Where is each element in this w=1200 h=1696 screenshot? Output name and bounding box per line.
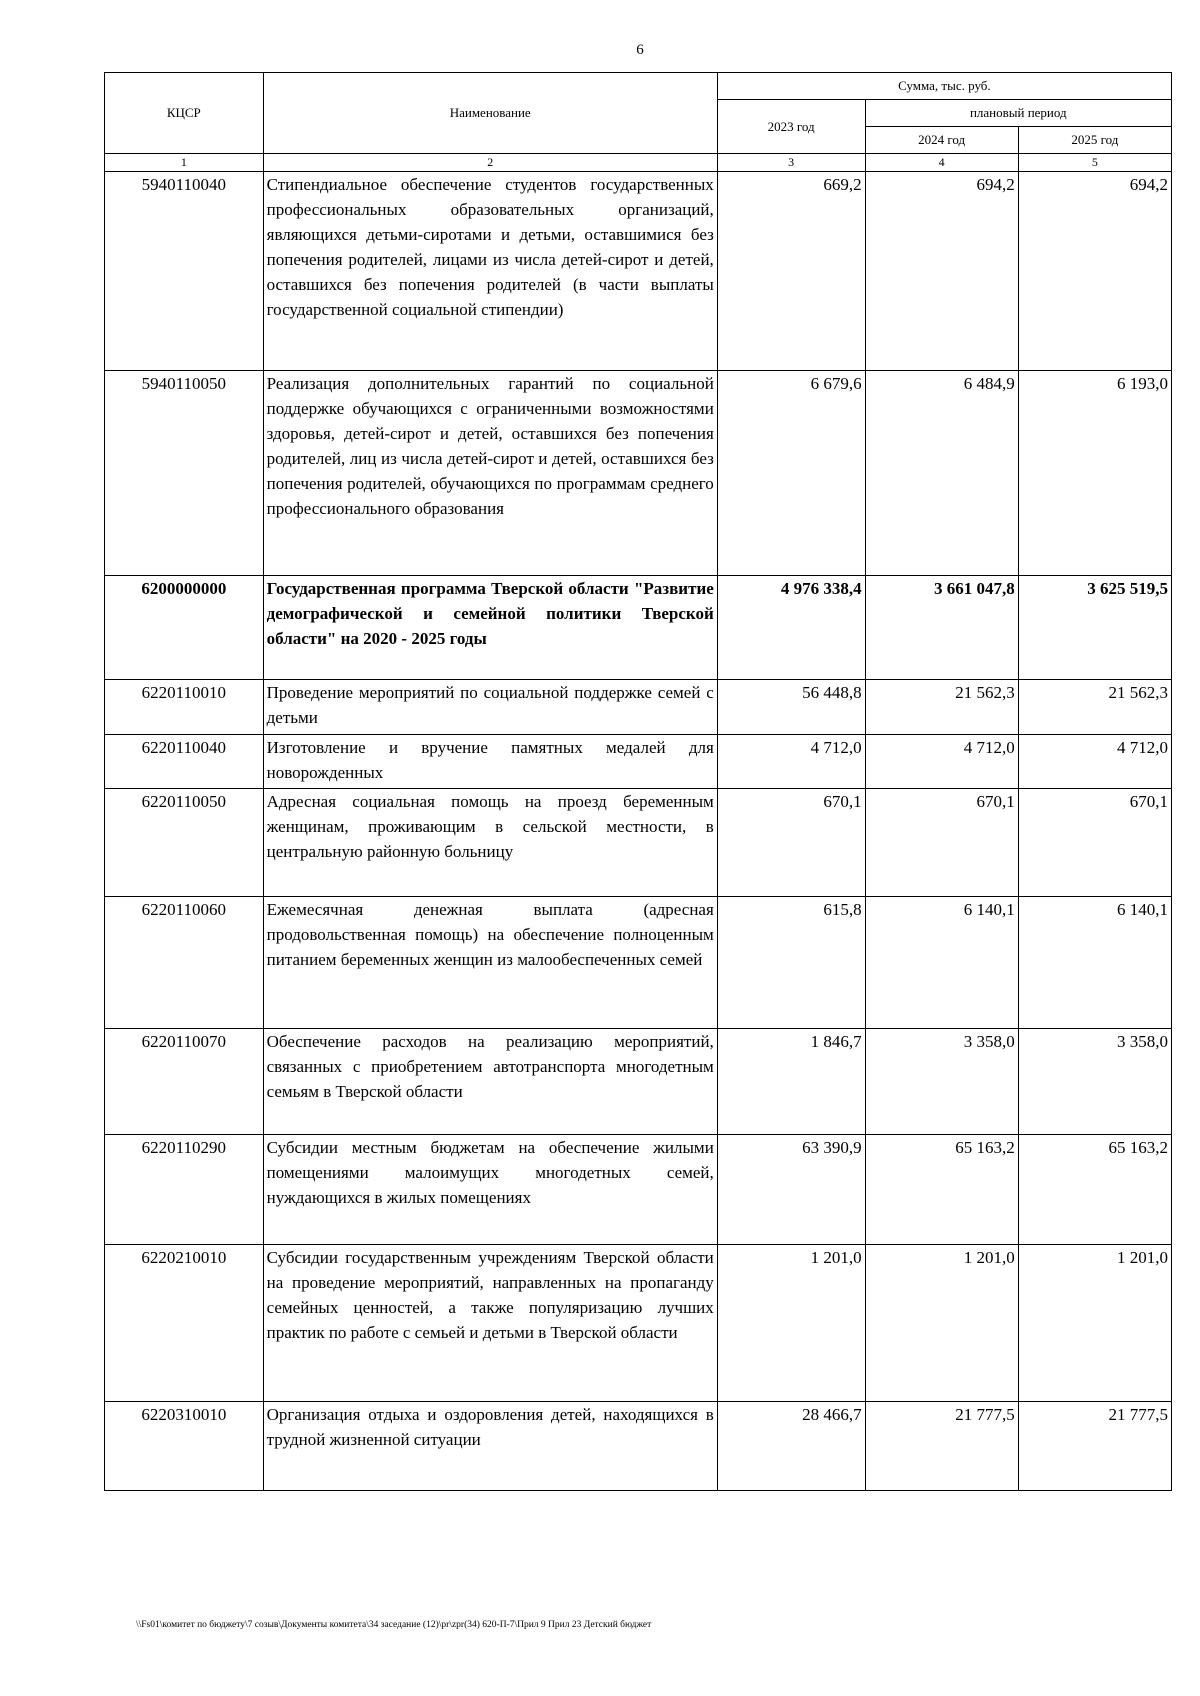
table-row (105, 1029, 1172, 1135)
row-name: Реализация дополнительных гарантий по социальной поддержке обучающихся с ограниченными возможностями здоровья, детей-сирот и детей, оставшихся без попечения родителей, лиц из числа детей-сирот и детей, оставшихся без попечения родителей, обучающихся по программам среднего профессионального образования (263, 371, 717, 576)
row-code: 6220110290 (105, 1135, 264, 1245)
table-row (105, 576, 1172, 680)
row-code: 5940110050 (105, 371, 264, 576)
header-name: Наименование (263, 73, 717, 154)
row-code: 6220110070 (105, 1029, 264, 1135)
row-value-2025: 3 625 519,5 (1018, 576, 1171, 680)
row-value-2023: 670,1 (717, 789, 865, 897)
row-name: Проведение мероприятий по социальной поддержке семей с детьми (263, 680, 717, 735)
row-code: 5940110040 (105, 172, 264, 371)
row-code: 6220110050 (105, 789, 264, 897)
row-value-2023: 1 846,7 (717, 1029, 865, 1135)
table-row (105, 1245, 1172, 1402)
header-sum: Сумма, тыс. руб. (717, 73, 1171, 100)
row-value-2023: 4 712,0 (717, 735, 865, 789)
row-value-2024: 6 484,9 (865, 371, 1018, 576)
row-code: 6220210010 (105, 1245, 264, 1402)
table-row (105, 1135, 1172, 1245)
row-value-2024: 670,1 (865, 789, 1018, 897)
row-value-2024: 3 358,0 (865, 1029, 1018, 1135)
header-year-2024: 2024 год (865, 127, 1018, 154)
row-value-2023: 669,2 (717, 172, 865, 371)
header-code: КЦСР (105, 73, 264, 154)
row-name: Ежемесячная денежная выплата (адресная продовольственная помощь) на обеспечение полноценным питанием беременных женщин из малообеспеченных семей (263, 897, 717, 1029)
row-code: 6220110040 (105, 735, 264, 789)
row-value-2023: 28 466,7 (717, 1402, 865, 1491)
row-code: 6220110060 (105, 897, 264, 1029)
row-value-2024: 1 201,0 (865, 1245, 1018, 1402)
row-name: Стипендиальное обеспечение студентов государственных профессиональных образовательных организаций, являющихся детьми-сиротами и детьми, оставшимися без попечения родителей, лицами из числа детей-сирот и детей, оставшихся без попечения родителей (в части выплаты государственной социальной стипендии) (263, 172, 717, 371)
row-value-2025: 4 712,0 (1018, 735, 1171, 789)
row-value-2025: 6 193,0 (1018, 371, 1171, 576)
table-row (105, 371, 1172, 576)
row-name: Организация отдыха и оздоровления детей, находящихся в трудной жизненной ситуации (263, 1402, 717, 1491)
row-name: Субсидии местным бюджетам на обеспечение жилыми помещениями малоимущих многодетных семей, нуждающихся в жилых помещениях (263, 1135, 717, 1245)
row-value-2024: 694,2 (865, 172, 1018, 371)
row-value-2025: 6 140,1 (1018, 897, 1171, 1029)
page-number: 6 (636, 42, 644, 58)
row-value-2023: 63 390,9 (717, 1135, 865, 1245)
column-number: 5 (1018, 154, 1171, 172)
row-value-2025: 65 163,2 (1018, 1135, 1171, 1245)
row-value-2025: 1 201,0 (1018, 1245, 1171, 1402)
row-code: 6220110010 (105, 680, 264, 735)
table-row (105, 735, 1172, 789)
header-planning-period: плановый период (865, 100, 1171, 127)
row-value-2023: 6 679,6 (717, 371, 865, 576)
budget-table (104, 72, 1172, 1491)
row-name: Изготовление и вручение памятных медалей для новорожденных (263, 735, 717, 789)
row-name: Государственная программа Тверской области "Развитие демографической и семейной политики Тверской области" на 2020 - 2025 годы (263, 576, 717, 680)
row-name: Субсидии государственным учреждениям Тверской области на проведение мероприятий, направленных на пропаганду семейных ценностей, а также популяризацию лучших практик по работе с семьей и детьми в Тверской области (263, 1245, 717, 1402)
row-name: Адресная социальная помощь на проезд беременным женщинам, проживающим в сельской местности, в центральную районную больницу (263, 789, 717, 897)
row-value-2023: 1 201,0 (717, 1245, 865, 1402)
table-row (105, 1402, 1172, 1491)
row-value-2025: 694,2 (1018, 172, 1171, 371)
row-value-2025: 3 358,0 (1018, 1029, 1171, 1135)
row-value-2024: 65 163,2 (865, 1135, 1018, 1245)
table-row (105, 680, 1172, 735)
row-value-2023: 615,8 (717, 897, 865, 1029)
row-value-2024: 3 661 047,8 (865, 576, 1018, 680)
file-path-footer: \\Fs01\комитет по бюджету\7 созыв\Документы комитета\34 заседание (12)\pr\zpr(34) 620-П-7\Прил 9 Прил 23 Детский бюджет (136, 1620, 652, 1630)
table-row (105, 789, 1172, 897)
row-name: Обеспечение расходов на реализацию мероприятий, связанных с приобретением автотранспорта многодетным семьям в Тверской области (263, 1029, 717, 1135)
header-year-2023: 2023 год (717, 100, 865, 154)
row-code: 6220310010 (105, 1402, 264, 1491)
row-value-2025: 21 562,3 (1018, 680, 1171, 735)
column-number: 2 (263, 154, 717, 172)
row-value-2024: 21 562,3 (865, 680, 1018, 735)
row-value-2024: 6 140,1 (865, 897, 1018, 1029)
row-code: 6200000000 (105, 576, 264, 680)
header-year-2025: 2025 год (1018, 127, 1171, 154)
table-row (105, 897, 1172, 1029)
table-row (105, 172, 1172, 371)
column-number: 3 (717, 154, 865, 172)
column-number: 4 (865, 154, 1018, 172)
row-value-2025: 670,1 (1018, 789, 1171, 897)
row-value-2023: 4 976 338,4 (717, 576, 865, 680)
row-value-2025: 21 777,5 (1018, 1402, 1171, 1491)
row-value-2024: 4 712,0 (865, 735, 1018, 789)
row-value-2023: 56 448,8 (717, 680, 865, 735)
row-value-2024: 21 777,5 (865, 1402, 1018, 1491)
column-number: 1 (105, 154, 264, 172)
